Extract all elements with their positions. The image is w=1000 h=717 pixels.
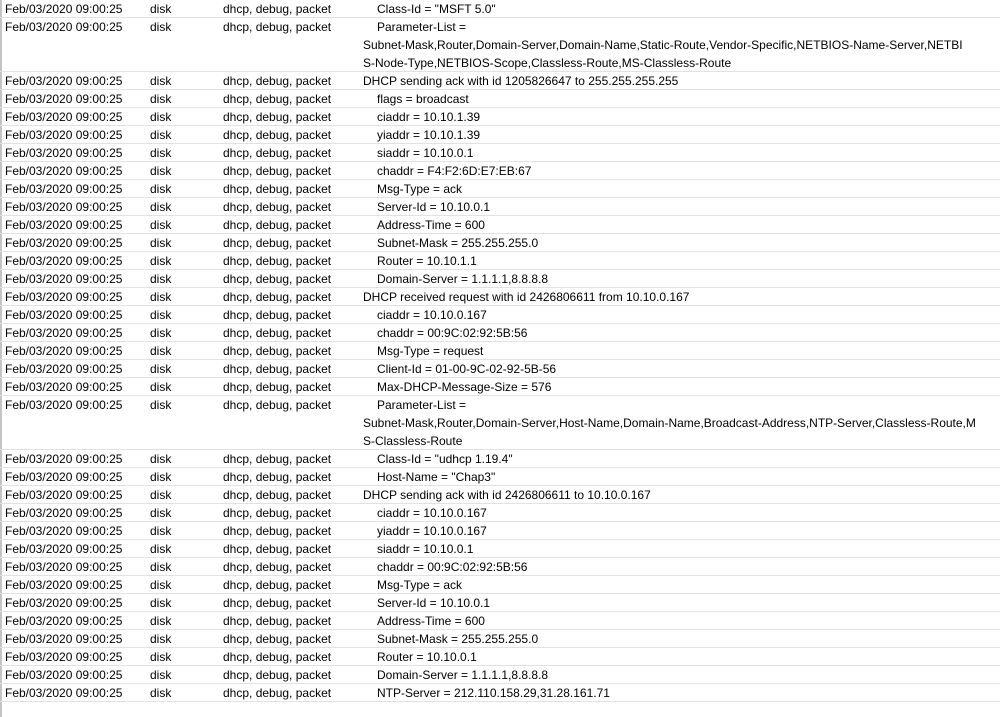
log-row[interactable] — [0, 558, 1000, 576]
log-topics-cell: dhcp, debug, packet — [223, 614, 332, 628]
log-topics-cell: dhcp, debug, packet — [223, 326, 332, 340]
log-topics-cell: dhcp, debug, packet — [223, 650, 332, 664]
log-topics-cell: dhcp, debug, packet — [223, 236, 332, 250]
log-time-cell: Feb/03/2020 09:00:25 — [5, 74, 123, 88]
log-row[interactable] — [0, 288, 1000, 306]
log-source-cell: disk — [150, 344, 172, 358]
log-message-line: Router = 10.10.0.1 — [377, 650, 477, 664]
log-message-line: Domain-Server = 1.1.1.1,8.8.8.8 — [377, 272, 549, 286]
log-message-cell — [363, 648, 477, 666]
log-row[interactable] — [0, 468, 1000, 486]
log-time-cell: Feb/03/2020 09:00:25 — [5, 236, 123, 250]
log-message-line: Subnet-Mask,Router,Domain-Server,Host-Name,Domain-Name,Broadcast-Address,NTP-Server,Classless-Route,M — [363, 416, 976, 430]
log-topics-cell: dhcp, debug, packet — [223, 452, 332, 466]
log-time-cell: Feb/03/2020 09:00:25 — [5, 2, 123, 16]
log-message-line: Router = 10.10.1.1 — [377, 254, 477, 268]
log-message-cell — [363, 162, 531, 180]
log-message-cell — [363, 108, 480, 126]
log-time-cell: Feb/03/2020 09:00:25 — [5, 398, 123, 412]
log-row[interactable] — [0, 216, 1000, 234]
log-time-cell: Feb/03/2020 09:00:25 — [5, 92, 123, 106]
log-row[interactable] — [0, 486, 1000, 504]
log-message-line: Class-Id = "MSFT 5.0" — [377, 2, 496, 16]
log-message-line: Msg-Type = ack — [377, 182, 463, 196]
log-time-cell: Feb/03/2020 09:00:25 — [5, 686, 123, 700]
log-row[interactable] — [0, 126, 1000, 144]
log-topics-cell: dhcp, debug, packet — [223, 182, 332, 196]
log-time-cell: Feb/03/2020 09:00:25 — [5, 614, 123, 628]
log-row[interactable] — [0, 72, 1000, 90]
log-source-cell: disk — [150, 272, 172, 286]
log-row[interactable] — [0, 666, 1000, 684]
log-message-cell — [363, 540, 473, 558]
log-time-cell: Feb/03/2020 09:00:25 — [5, 542, 123, 556]
log-time-cell: Feb/03/2020 09:00:25 — [5, 560, 123, 574]
log-message-cell — [363, 324, 527, 342]
log-row[interactable] — [0, 540, 1000, 558]
log-message-line: chaddr = F4:F2:6D:E7:EB:67 — [377, 164, 532, 178]
log-message-cell — [363, 468, 495, 486]
log-message-cell — [363, 396, 976, 448]
log-source-cell: disk — [150, 146, 172, 160]
log-row[interactable] — [0, 270, 1000, 288]
log-source-cell: disk — [150, 182, 172, 196]
log-topics-cell: dhcp, debug, packet — [223, 200, 332, 214]
log-topics-cell: dhcp, debug, packet — [223, 272, 332, 286]
log-message-line: Subnet-Mask = 255.255.255.0 — [377, 236, 539, 250]
log-source-cell: disk — [150, 74, 172, 88]
log-message-cell — [363, 342, 483, 360]
log-message-line: Subnet-Mask,Router,Domain-Server,Domain-Name,Static-Route,Vendor-Specific,NETBIOS-Name-Server,NETBI — [363, 38, 963, 52]
log-message-line: yiaddr = 10.10.1.39 — [377, 128, 481, 142]
log-message-line: siaddr = 10.10.0.1 — [377, 542, 474, 556]
log-row[interactable] — [0, 648, 1000, 666]
log-topics-cell: dhcp, debug, packet — [223, 20, 332, 34]
log-source-cell: disk — [150, 578, 172, 592]
log-source-cell: disk — [150, 380, 172, 394]
log-message-line: Client-Id = 01-00-9C-02-92-5B-56 — [377, 362, 557, 376]
log-time-cell: Feb/03/2020 09:00:25 — [5, 506, 123, 520]
log-time-cell: Feb/03/2020 09:00:25 — [5, 272, 123, 286]
log-row[interactable] — [0, 630, 1000, 648]
log-message-cell — [363, 594, 490, 612]
log-message-line: Msg-Type = request — [377, 344, 484, 358]
log-message-line: DHCP sending ack with id 1205826647 to 255.255.255.255 — [363, 74, 679, 88]
log-message-line: Server-Id = 10.10.0.1 — [377, 596, 491, 610]
log-source-cell: disk — [150, 236, 172, 250]
log-time-cell: Feb/03/2020 09:00:25 — [5, 488, 123, 502]
log-message-line: chaddr = 00:9C:02:92:5B:56 — [377, 560, 528, 574]
log-message-line: Parameter-List = — [377, 20, 467, 34]
log-row[interactable] — [0, 144, 1000, 162]
log-message-cell — [363, 666, 548, 684]
log-time-cell: Feb/03/2020 09:00:25 — [5, 164, 123, 178]
log-topics-cell: dhcp, debug, packet — [223, 560, 332, 574]
log-time-cell: Feb/03/2020 09:00:25 — [5, 182, 123, 196]
log-source-cell: disk — [150, 632, 172, 646]
log-message-line: Domain-Server = 1.1.1.1,8.8.8.8 — [377, 668, 549, 682]
log-message-line: Parameter-List = — [377, 398, 467, 412]
log-topics-cell: dhcp, debug, packet — [223, 218, 332, 232]
log-message-line: ciaddr = 10.10.1.39 — [377, 110, 481, 124]
log-time-cell: Feb/03/2020 09:00:25 — [5, 290, 123, 304]
log-message-line: Address-Time = 600 — [377, 614, 485, 628]
log-message-cell — [363, 360, 556, 378]
log-topics-cell: dhcp, debug, packet — [223, 146, 332, 160]
log-topics-cell: dhcp, debug, packet — [223, 308, 332, 322]
log-topics-cell: dhcp, debug, packet — [223, 344, 332, 358]
log-source-cell: disk — [150, 488, 172, 502]
log-time-cell: Feb/03/2020 09:00:25 — [5, 254, 123, 268]
log-message-cell — [363, 684, 610, 702]
log-source-cell: disk — [150, 542, 172, 556]
log-row[interactable] — [0, 396, 1000, 450]
log-row[interactable] — [0, 684, 1000, 702]
log-row[interactable] — [0, 234, 1000, 252]
log-source-cell: disk — [150, 200, 172, 214]
log-message-line: siaddr = 10.10.0.1 — [377, 146, 474, 160]
log-message-cell — [363, 558, 527, 576]
log-row[interactable] — [0, 450, 1000, 468]
log-source-cell: disk — [150, 650, 172, 664]
log-time-cell: Feb/03/2020 09:00:25 — [5, 452, 123, 466]
log-time-cell: Feb/03/2020 09:00:25 — [5, 200, 123, 214]
log-message-line: flags = broadcast — [377, 92, 469, 106]
log-row[interactable] — [0, 378, 1000, 396]
log-message-cell — [363, 18, 963, 70]
log-topics-cell: dhcp, debug, packet — [223, 164, 332, 178]
log-message-line: S-Classless-Route — [363, 434, 463, 448]
log-source-cell: disk — [150, 92, 172, 106]
log-row[interactable] — [0, 306, 1000, 324]
log-message-line: S-Node-Type,NETBIOS-Scope,Classless-Route,MS-Classless-Route — [363, 56, 732, 70]
log-time-cell: Feb/03/2020 09:00:25 — [5, 326, 123, 340]
log-source-cell: disk — [150, 290, 172, 304]
log-row[interactable] — [0, 108, 1000, 126]
log-message-cell — [363, 378, 551, 396]
log-message-line: ciaddr = 10.10.0.167 — [377, 308, 487, 322]
log-message-line: Class-Id = "udhcp 1.19.4" — [377, 452, 513, 466]
log-message-line: Subnet-Mask = 255.255.255.0 — [377, 632, 539, 646]
log-time-cell: Feb/03/2020 09:00:25 — [5, 380, 123, 394]
log-message-line: DHCP received request with id 2426806611 from 10.10.0.167 — [363, 290, 690, 304]
log-source-cell: disk — [150, 398, 172, 412]
log-source-cell: disk — [150, 560, 172, 574]
log-topics-cell: dhcp, debug, packet — [223, 668, 332, 682]
log-message-cell — [363, 216, 485, 234]
log-time-cell: Feb/03/2020 09:00:25 — [5, 344, 123, 358]
log-row[interactable] — [0, 198, 1000, 216]
log-topics-cell: dhcp, debug, packet — [223, 290, 332, 304]
log-message-cell — [363, 72, 678, 90]
log-row[interactable] — [0, 522, 1000, 540]
log-source-cell: disk — [150, 308, 172, 322]
log-time-cell: Feb/03/2020 09:00:25 — [5, 128, 123, 142]
log-topics-cell: dhcp, debug, packet — [223, 596, 332, 610]
log-message-cell — [363, 576, 462, 594]
log-row[interactable] — [0, 576, 1000, 594]
log-message-cell — [363, 486, 651, 504]
log-row[interactable] — [0, 180, 1000, 198]
log-row[interactable] — [0, 0, 1000, 18]
log-message-cell — [363, 504, 487, 522]
log-time-cell: Feb/03/2020 09:00:25 — [5, 668, 123, 682]
log-message-cell — [363, 126, 480, 144]
log-topics-cell: dhcp, debug, packet — [223, 578, 332, 592]
log-source-cell: disk — [150, 2, 172, 16]
log-message-cell — [363, 306, 487, 324]
log-message-line: chaddr = 00:9C:02:92:5B:56 — [377, 326, 528, 340]
log-time-cell: Feb/03/2020 09:00:25 — [5, 218, 123, 232]
log-topics-cell: dhcp, debug, packet — [223, 506, 332, 520]
log-topics-cell: dhcp, debug, packet — [223, 686, 332, 700]
log-source-cell: disk — [150, 452, 172, 466]
log-row[interactable] — [0, 324, 1000, 342]
log-message-cell — [363, 90, 469, 108]
log-time-cell: Feb/03/2020 09:00:25 — [5, 632, 123, 646]
log-topics-cell: dhcp, debug, packet — [223, 254, 332, 268]
log-time-cell: Feb/03/2020 09:00:25 — [5, 308, 123, 322]
log-topics-cell: dhcp, debug, packet — [223, 488, 332, 502]
log-row[interactable] — [0, 90, 1000, 108]
log-source-cell: disk — [150, 326, 172, 340]
log-source-cell: disk — [150, 614, 172, 628]
log-message-cell — [363, 288, 689, 306]
log-source-cell: disk — [150, 110, 172, 124]
log-source-cell: disk — [150, 362, 172, 376]
row-divider — [0, 701, 1000, 702]
log-row[interactable] — [0, 594, 1000, 612]
log-message-cell — [363, 270, 548, 288]
log-topics-cell: dhcp, debug, packet — [223, 110, 332, 124]
log-source-cell: disk — [150, 524, 172, 538]
log-message-line: NTP-Server = 212.110.158.29,31.28.161.71 — [377, 686, 610, 700]
log-time-cell: Feb/03/2020 09:00:25 — [5, 362, 123, 376]
log-message-cell — [363, 252, 477, 270]
log-time-cell: Feb/03/2020 09:00:25 — [5, 470, 123, 484]
log-time-cell: Feb/03/2020 09:00:25 — [5, 146, 123, 160]
log-time-cell: Feb/03/2020 09:00:25 — [5, 110, 123, 124]
log-message-line: Server-Id = 10.10.0.1 — [377, 200, 491, 214]
log-message-line: ciaddr = 10.10.0.167 — [377, 506, 487, 520]
log-time-cell: Feb/03/2020 09:00:25 — [5, 650, 123, 664]
log-row[interactable] — [0, 504, 1000, 522]
log-topics-cell: dhcp, debug, packet — [223, 362, 332, 376]
log-source-cell: disk — [150, 254, 172, 268]
log-source-cell: disk — [150, 596, 172, 610]
log-message-cell — [363, 450, 513, 468]
log-time-cell: Feb/03/2020 09:00:25 — [5, 20, 123, 34]
log-source-cell: disk — [150, 686, 172, 700]
log-topics-cell: dhcp, debug, packet — [223, 128, 332, 142]
log-message-line: Msg-Type = ack — [377, 578, 463, 592]
log-row[interactable] — [0, 252, 1000, 270]
log-topics-cell: dhcp, debug, packet — [223, 632, 332, 646]
log-source-cell: disk — [150, 128, 172, 142]
log-message-line: Host-Name = "Chap3" — [377, 470, 496, 484]
log-topics-cell: dhcp, debug, packet — [223, 524, 332, 538]
log-message-cell — [363, 180, 462, 198]
log-message-cell — [363, 234, 538, 252]
log-source-cell: disk — [150, 470, 172, 484]
log-message-cell — [363, 630, 538, 648]
log-row[interactable] — [0, 612, 1000, 630]
log-source-cell: disk — [150, 20, 172, 34]
log-source-cell: disk — [150, 506, 172, 520]
log-message-cell — [363, 144, 473, 162]
log-topics-cell: dhcp, debug, packet — [223, 92, 332, 106]
log-message-line: DHCP sending ack with id 2426806611 to 10.10.0.167 — [363, 488, 651, 502]
log-time-cell: Feb/03/2020 09:00:25 — [5, 524, 123, 538]
log-source-cell: disk — [150, 164, 172, 178]
log-message-line: yiaddr = 10.10.0.167 — [377, 524, 487, 538]
log-message-cell — [363, 522, 487, 540]
log-message-cell — [363, 612, 485, 630]
log-row[interactable] — [0, 162, 1000, 180]
log-topics-cell: dhcp, debug, packet — [223, 470, 332, 484]
log-row[interactable] — [0, 360, 1000, 378]
log-message-line: Max-DHCP-Message-Size = 576 — [377, 380, 552, 394]
log-time-cell: Feb/03/2020 09:00:25 — [5, 596, 123, 610]
log-topics-cell: dhcp, debug, packet — [223, 2, 332, 16]
log-topics-cell: dhcp, debug, packet — [223, 74, 332, 88]
log-source-cell: disk — [150, 218, 172, 232]
log-topics-cell: dhcp, debug, packet — [223, 398, 332, 412]
log-message-cell — [363, 198, 490, 216]
log-row[interactable] — [0, 342, 1000, 360]
log-row[interactable] — [0, 18, 1000, 72]
log-source-cell: disk — [150, 668, 172, 682]
log-message-line: Address-Time = 600 — [377, 218, 485, 232]
log-topics-cell: dhcp, debug, packet — [223, 380, 332, 394]
log-time-cell: Feb/03/2020 09:00:25 — [5, 578, 123, 592]
log-topics-cell: dhcp, debug, packet — [223, 542, 332, 556]
log-message-cell — [363, 0, 496, 18]
